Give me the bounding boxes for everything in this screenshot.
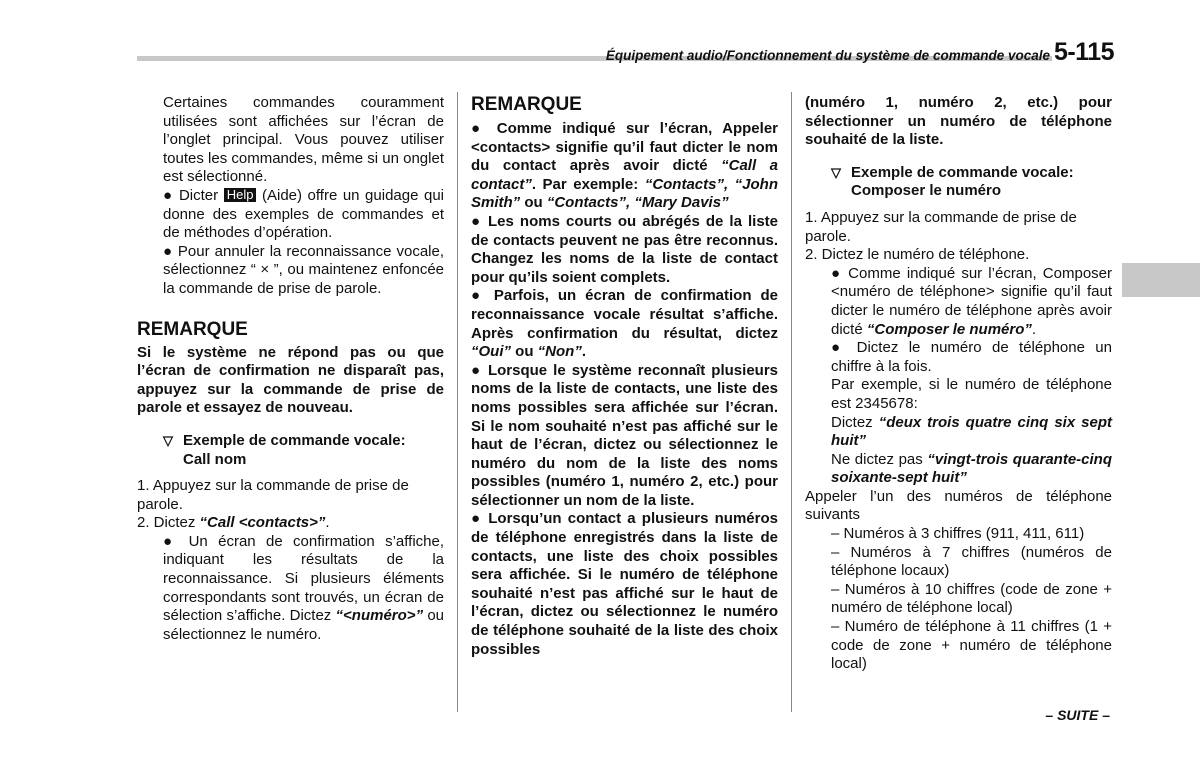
triangle-icon: ▽ [163,432,173,448]
help-button-icon: Help [224,188,257,202]
remarque-bullet-5: ● Lorsqu’un contact a plusieurs numéros de téléphone enregistrés dans la liste de contacts, une liste des choix possibles sera affichée. Si le numéro de téléphone souhaité n’est pas affiché sur le haut de l’écran, dictez ou sélectionnez le numéro de téléphone souhaité de la liste des choix possibles [471,510,778,658]
remarque-heading: REMARQUE [471,94,582,115]
step-2: 2. Dictez le numéro de téléphone. [805,246,1030,264]
dictez-label: Dictez [831,413,873,431]
cancel-bullet: ● Pour annuler la reconnaissance vocale, sélectionnez “ × ”, ou maintenez enfoncée la commande de prise de parole. [163,242,444,297]
bullet-text: . [1031,320,1037,338]
voice-command: “Call <contacts>” [199,514,326,532]
section-title: Équipement audio/Fonctionnement du système de commande vocale [605,48,1050,63]
list-item: – Numéro de téléphone à 11 chiffres (1 + code de zone + numéro de téléphone local) [831,618,1112,673]
bullet-text: ● Parfois, un écran de confirmation de reconnaissance vocale résultat s’affiche. Après confirmation du résultat, dictez [471,287,778,342]
step-2-post: . [325,514,330,532]
voice-command: “Composer le numéro” [866,320,1032,338]
nedictez-label: Ne dictez pas [831,450,923,468]
voice-command: “Oui” [471,343,511,361]
step-1: 1. Appuyez sur la commande de prise de parole. [137,477,409,513]
voice-command: “<numéro>” [335,607,424,625]
nedictez-line [831,451,1112,488]
remarque-bullet-2: ● Les noms courts ou abrégés de la liste de contacts peuvent ne pas être reconnus. Changez les noms de la liste de contact pour qu’ils soient complets. [471,212,778,286]
voice-command: “Non” [537,343,582,361]
help-bullet-post: (Aide) offre un guidage qui donne des exemples de commandes et de méthodes d’opération. [163,186,445,242]
chapter-tab [1122,263,1200,297]
column-1 [137,94,444,644]
step-1: 1. Appuyez sur la commande de prise de parole. [805,208,1077,245]
list-item: – Numéros à 3 chiffres (911, 411, 611) [831,525,1085,543]
example-heading [805,164,1112,201]
help-bullet-pre: ● Dicter [163,186,219,204]
continued-marker: – SUITE – [1045,707,1110,723]
example-subtitle: Call nom [183,450,247,468]
help-bullet [163,187,444,243]
bullet-text: . Par exemple: [531,175,639,193]
list-item: – Numéros à 10 chiffres (code de zone + numéro de téléphone local) [831,580,1112,617]
column-3 [805,94,1112,674]
bullet-text: ● Comme indiqué sur l’écran, Appeler <contacts> signifie qu’il faut dicter le nom du contact après avoir dicté [471,120,778,175]
voice-command: “vingt-trois quarante-cinq soixante-sept huit” [831,450,1112,487]
remarque-text: Si le système ne répond pas ou que l’écran de confirmation ne disparaît pas, appuyez sur la commande de prise de parole et essayez de nouveau. [137,343,444,417]
confirmation-text: ● Un écran de confirmation s’affiche, indiquant les résultats de la reconnaissance. Si plusieurs éléments correspondants sont trouvés, un écran de sélection s’affiche. Dictez [163,532,444,625]
intro-paragraph: Certaines commandes couramment utilisées sont affichées sur l’écran de l’onglet principal. Vous pouvez utiliser toutes les commandes, même si un onglet est sélectionné. [163,94,444,186]
number-types-list [805,525,1112,674]
confirmation-text-end: ou sélectionnez le numéro. [163,607,445,643]
bullet-text: ou [524,194,543,212]
step-2-details [805,265,1112,488]
column-divider-2 [791,92,792,712]
triangle-icon: ▽ [831,164,841,180]
bullet-text: ou [515,343,534,361]
remarque-continuation: (numéro 1, numéro 2, etc.) pour sélectionner un numéro de téléphone souhaité de la liste. [805,94,1112,149]
voice-command: “deux trois quatre cinq six sept huit” [831,413,1112,450]
remarque-bullet-4: ● Lorsque le système reconnaît plusieurs noms de la liste de contacts, une liste des noms possibles sera affichée sur l’écran. Si le nom souhaité n’est pas affiché sur le haut de l’écran, dictez ou sélectionnez le numéro du nom de la liste des noms possibles (numéro 1, numéro 2, etc.) pour sélectionner un nom de la liste. [471,361,778,509]
voice-command: “Call a contact” [471,157,778,193]
voice-command: “Contacts”, “Mary Davis” [546,194,729,212]
compose-bullet [831,265,1112,339]
remarque-bullet-3 [471,287,778,361]
bullet-text: ● Comme indiqué sur l’écran, Composer <numéro de téléphone> signifie qu’il faut dicter le numéro de téléphone après avoir dicté [831,264,1112,338]
remarque-bullet-1 [471,120,778,213]
digit-example: Par exemple, si le numéro de téléphone est 2345678: [831,376,1112,412]
step-2-pre: 2. Dictez [137,514,196,532]
dictez-line [831,414,1112,451]
example-title: Exemple de commande vocale: [851,163,1074,181]
bullet-text: . [581,343,587,361]
column-divider-1 [457,92,458,712]
call-intro: Appeler l’un des numéros de téléphone suivants [805,487,1112,524]
page-number: 5-115 [1053,38,1114,66]
voice-command: “Contacts”, “John Smith” [471,175,779,212]
list-item: – Numéros à 7 chiffres (numéros de téléphone locaux) [831,543,1112,580]
step-2 [137,514,444,533]
example-heading [137,432,444,469]
column-2 [471,94,778,659]
digit-bullet: ● Dictez le numéro de téléphone un chiffre à la fois. [831,339,1112,375]
example-subtitle: Composer le numéro [851,182,1002,200]
example-title: Exemple de commande vocale: [183,431,406,449]
remarque-heading: REMARQUE [137,318,248,340]
confirmation-bullet [137,533,444,645]
